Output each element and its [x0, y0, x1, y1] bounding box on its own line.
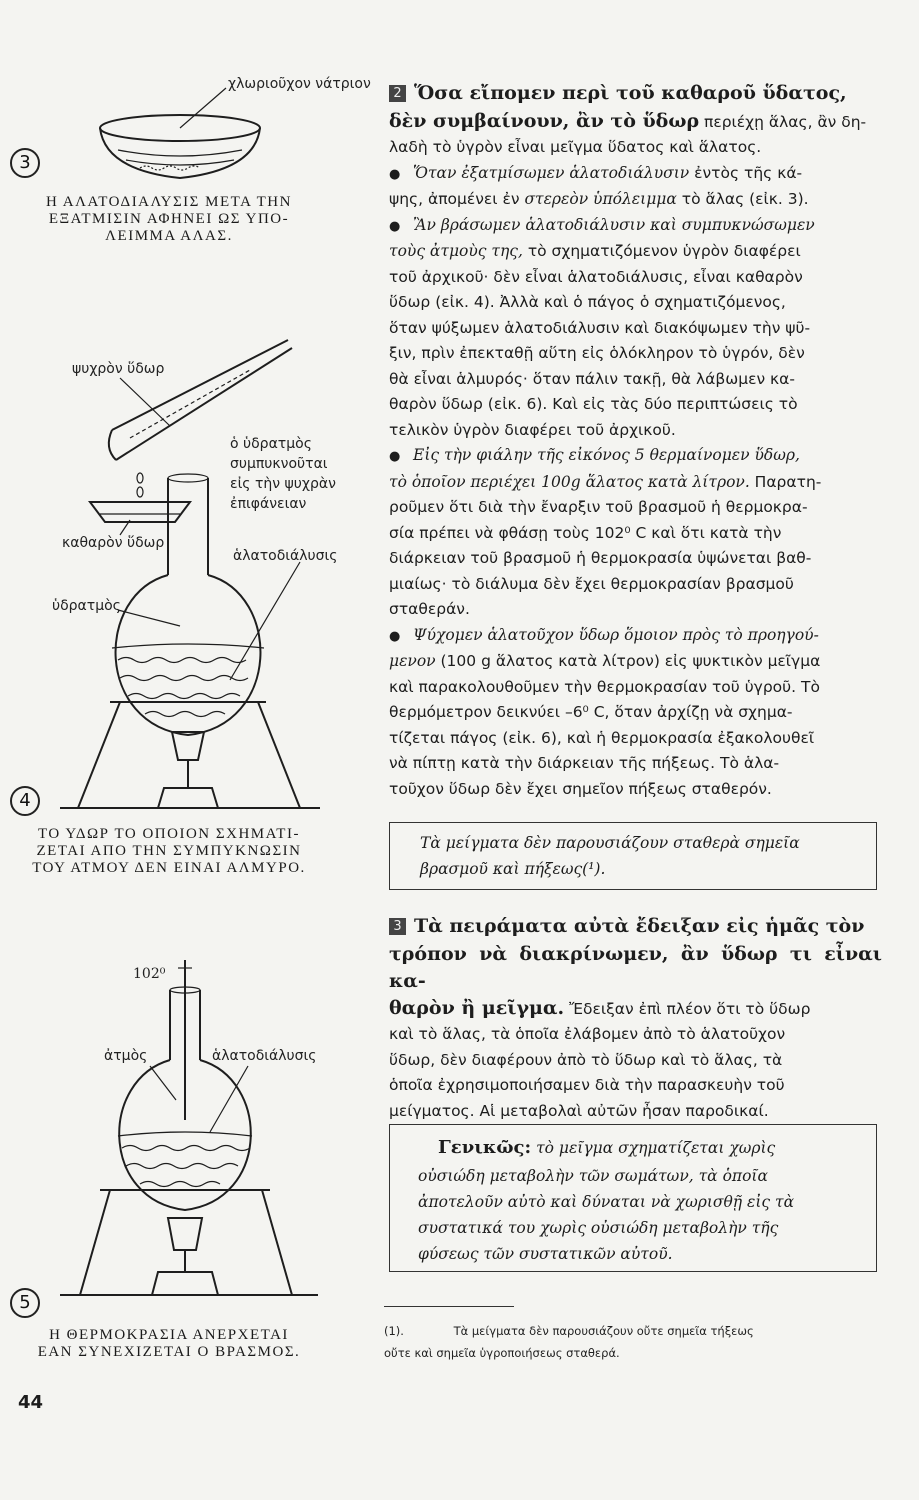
footnote-rule [384, 1306, 514, 1307]
fig5-caption-line: Η ΘΕΡΜΟΚΡΑΣΙΑ ΑΝΕΡΧΕΤΑΙ [49, 1327, 289, 1343]
bullet-icon: ● [389, 628, 401, 644]
body-line: λαδὴ τὸ ὑγρὸν εἶναι μεῖγμα ὕδατος καὶ ἅλατος. [389, 138, 762, 156]
body-line [389, 187, 882, 213]
body-line: σταθεράν. [389, 600, 470, 618]
heading-line: δὲν συμβαίνουν, ἂν τὸ ὕδωρ [389, 109, 700, 132]
footnote [384, 1320, 884, 1364]
body-line [389, 239, 882, 265]
fig4-caption-line: ΖΕΤΑΙ ΑΠΟ ΤΗΝ ΣΥΜΠΥΚΝΩΣΙΝ [36, 843, 302, 859]
body-line: ὁποῖα ἐχρησιμοποιήσαμεν διὰ τὴν παρασκευὴν τοῦ [389, 1076, 785, 1094]
body-line: ὅταν ψύξωμεν ἁλατοδιάλυσιν καὶ διακόψωμεν τὴν ψῦ- [389, 318, 811, 337]
body-line: διάρκειαν τοῦ βρασμοῦ ἡ θερμοκρασία ὑψώνεται βαθ- [389, 549, 812, 567]
body-text: (100 g ἅλατος κατὰ λίτρον) εἰς ψυκτικὸν μεῖγμα [435, 652, 821, 670]
italic-text: Εἰς τὴν φιάλην τῆς εἰκόνος 5 θερμαίνομεν ὕδωρ, [413, 446, 800, 464]
section-3 [389, 913, 882, 1124]
footnote-marker: (1). [384, 1324, 404, 1338]
fig4-label-line: συμπυκνοῦται [230, 456, 328, 472]
body-line: θερμόμετρον δεικνύει –6⁰ C, ὅταν ἀρχίζῃ νὰ σχημα- [389, 703, 793, 721]
body-line: καὶ τὸ ἅλας, τὰ ὁποῖα ἐλάβομεν ἀπὸ τὸ ἁλατοῦχον [389, 1025, 786, 1043]
body-line [389, 470, 882, 496]
bullet-paragraph [389, 161, 882, 188]
fig3-caption-line: ΛΕΙΜΜΑ ΑΛΑΣ. [105, 228, 233, 244]
section-2 [389, 80, 882, 802]
bullet-icon: ● [389, 166, 401, 182]
bullet-paragraph [389, 213, 882, 240]
page-number: 44 [18, 1392, 44, 1413]
fig3-caption [10, 194, 328, 245]
italic-text: τὸ μεῖγμα σχηματίζεται χωρὶς [531, 1139, 776, 1157]
fig3-label-sodium-chloride: χλωριοῦχον νάτριον [228, 76, 371, 92]
body-line: ὕδωρ (εἰκ. 4). Ἀλλὰ καὶ ὁ πάγος ὁ σχηματιζόμενος, [389, 293, 786, 311]
body-text: περιέχῃ ἅλας, ἂν δη- [699, 112, 867, 131]
body-line: τοῦ ἀρχικοῦ· δὲν εἶναι ἁλατοδιάλυσις, εἶναι καθαρὸν [389, 267, 803, 286]
body-text: Παρατη- [749, 472, 822, 491]
bullet-paragraph [389, 623, 882, 650]
body-line [389, 995, 882, 1023]
body-line: μείγματος. Αἱ μεταβολαὶ αὐτῶν ἦσαν παροδικαί. [389, 1101, 769, 1120]
fig4-caption-line: ΤΟΥ ΑΤΜΟΥ ΔΕΝ ΕΙΝΑΙ ΑΛΜΥΡΟ. [32, 860, 306, 876]
heading-line: θαρὸν ἢ μεῖγμα. [389, 996, 565, 1019]
footnote-line: οὔτε καὶ σημεῖα ὑγροποιήσεως σταθερά. [384, 1346, 620, 1360]
boxed-rule-line: βρασμοῦ καὶ πήξεως(¹). [420, 860, 606, 878]
section-marker: 3 [389, 918, 406, 935]
body-text: τὸ σχηματιζόμενον ὑγρὸν διαφέρει [522, 242, 801, 260]
figure-number-5: 5 [10, 1288, 40, 1318]
fig4-label-line: ἐπιφάνειαν [230, 496, 307, 512]
heading-line: Τὰ πειράματα αὐτὰ ἔδειξαν εἰς ἡμᾶς τὸν [414, 915, 865, 937]
fig5-label-temperature: 102⁰ [133, 966, 166, 982]
fig4-label-pure-water: καθαρὸν ὕδωρ [62, 535, 165, 551]
body-line: θαρὸν ὕδωρ (εἰκ. 6). Καὶ εἰς τὰς δύο περιπτώσεις τὸ [389, 395, 798, 413]
bullet-icon: ● [389, 449, 401, 464]
summary-line: φύσεως τῶν συστατικῶν αὐτοῦ. [418, 1245, 673, 1263]
bullet-icon: ● [389, 218, 401, 234]
body-line: μιαίως· τὸ διάλυμα δὲν ἔχει θερμοκρασίαν βρασμοῦ [389, 574, 794, 593]
fig5-label-vapor: ἀτμὸς [104, 1048, 148, 1064]
italic-text: Ἂν βράσωμεν ἁλατοδιάλυσιν καὶ συμπυκνώσωμεν [413, 215, 815, 234]
fig4-label-vapor: ὑδρατμὸς [52, 598, 121, 614]
footnote-text: Τὰ μείγματα δὲν παρουσιάζουν οὔτε σημεῖα τήξεως [453, 1324, 754, 1338]
italic-text: στερεὸν ὑπόλειμμα [524, 190, 677, 208]
fig4-label-line: εἰς τὴν ψυχρὰν [230, 476, 336, 492]
section-3-heading [389, 913, 882, 941]
boxed-summary [389, 1124, 877, 1272]
fig3-caption-line: Η ΑΛΑΤΟΔΙΑΛΥΣΙΣ ΜΕΤΑ ΤΗΝ [46, 194, 292, 210]
summary-line: συστατικά του χωρὶς οὐσιώδη μεταβολὴν τῆς [418, 1219, 779, 1237]
summary-line [438, 1135, 775, 1161]
body-line: καὶ παρακολουθοῦμεν τὴν θερμοκρασίαν τοῦ ὑγροῦ. Τὸ [389, 677, 820, 696]
body-line: νὰ πίπτῃ κατὰ τὴν διάρκειαν τῆς πήξεως. Τὸ ἁλα- [389, 754, 780, 772]
fig4-label-line: ὁ ὑδρατμὸς [230, 436, 312, 452]
body-line: ροῦμεν ὅτι διὰ τὴν ἔναρξιν τοῦ βρασμοῦ ἡ θερμοκρα- [389, 498, 808, 516]
heading-line: Ὅσα εἴπομεν περὶ τοῦ καθαροῦ ὕδατος, [414, 82, 847, 104]
italic-text: τοὺς ἀτμοὺς της, [389, 242, 523, 260]
body-line: τίζεται πάγος (εἰκ. 6), καὶ ἡ θερμοκρασία ἐξακολουθεῖ [389, 728, 815, 747]
body-line: θὰ εἶναι ἁλμυρός· ὅταν πάλιν τακῇ, θὰ λάβωμεν κα- [389, 369, 795, 388]
body-line: ξιν, πρὶν ἐπεκταθῇ αὕτη εἰς ὁλόκληρον τὸ ὑγρόν, δὲν [389, 344, 805, 362]
italic-text: τὸ ὁποῖον περιέχει 100g ἅλατος κατὰ λίτρον. [389, 472, 750, 491]
bullet-paragraph [389, 443, 882, 470]
summary-line: οὐσιώδη μεταβολὴν τῶν σωμάτων, τὰ ὁποῖα [418, 1167, 768, 1185]
section-2-heading [389, 80, 882, 108]
fig5-label-brine: ἁλατοδιάλυσις [212, 1048, 317, 1064]
body-line: ὕδωρ, δὲν διαφέρουν ἀπὸ τὸ ὕδωρ καὶ τὸ ἅλας, τὰ [389, 1050, 783, 1069]
body-line: σία πρέπει νὰ φθάσῃ τοὺς 102⁰ C καὶ ὅτι κατὰ τὴν [389, 523, 782, 542]
body-text: τὸ ἅλας (εἰκ. 3). [676, 190, 809, 208]
body-text: ἐντὸς τῆς κά- [689, 163, 803, 182]
fig4-label-vapor-condenses [230, 434, 336, 514]
fig4-label-cold-water: ψυχρὸν ὕδωρ [72, 361, 165, 377]
footnote-line [384, 1320, 884, 1342]
italic-text: Ψύχομεν ἁλατοῦχον ὕδωρ ὅμοιον πρὸς τὸ προηγού- [413, 625, 819, 644]
fig4-caption [10, 826, 328, 877]
body-line: τοῦχον ὕδωρ δὲν ἔχει σημεῖον πήξεως σταθερόν. [389, 779, 772, 798]
figure-number-4: 4 [10, 786, 40, 816]
figure-number-3: 3 [10, 148, 40, 178]
summary-heading: Γενικῶς: [438, 1137, 532, 1158]
heading-line: τρόπον νὰ διακρίνωμεν, ἂν ὕδωρ τι εἶναι κα- [389, 942, 882, 992]
body-line: τελικὸν ὑγρὸν διαφέρει τοῦ ἀρχικοῦ. [389, 420, 676, 439]
body-text: Ἔδειξαν ἐπὶ πλέον ὅτι τὸ ὕδωρ [564, 999, 811, 1018]
fig4-label-brine: ἁλατοδιάλυσις [233, 548, 338, 564]
italic-text: Ὅταν ἐξατμίσωμεν ἁλατοδιάλυσιν [413, 163, 690, 182]
summary-line: ἀποτελοῦν αὐτὸ καὶ δύναται νὰ χωρισθῇ εἰς τὰ [418, 1193, 795, 1211]
fig5-caption [10, 1327, 328, 1361]
fig3-caption-line: ΕΞΑΤΜΙΣΙΝ ΑΦΗΝΕΙ ΩΣ ΥΠΟ- [48, 211, 290, 227]
fig5-caption-line: ΕΑΝ ΣΥΝΕΧΙΖΕΤΑΙ Ο ΒΡΑΣΜΟΣ. [37, 1344, 301, 1360]
boxed-rule-line: Τὰ μείγματα δὲν παρουσιάζουν σταθερὰ σημεῖα [420, 834, 800, 852]
fig4-caption-line: ΤΟ ΥΔΩΡ ΤΟ ΟΠΟΙΟΝ ΣΧΗΜΑΤΙ- [38, 826, 300, 842]
italic-text: μενον [389, 652, 436, 670]
boxed-rule-mixtures [389, 822, 877, 890]
body-line [389, 649, 882, 675]
section-2-heading-cont [389, 108, 882, 136]
section-marker: 2 [389, 85, 406, 102]
body-text: ψης, ἀπομένει ἐν [389, 190, 525, 208]
